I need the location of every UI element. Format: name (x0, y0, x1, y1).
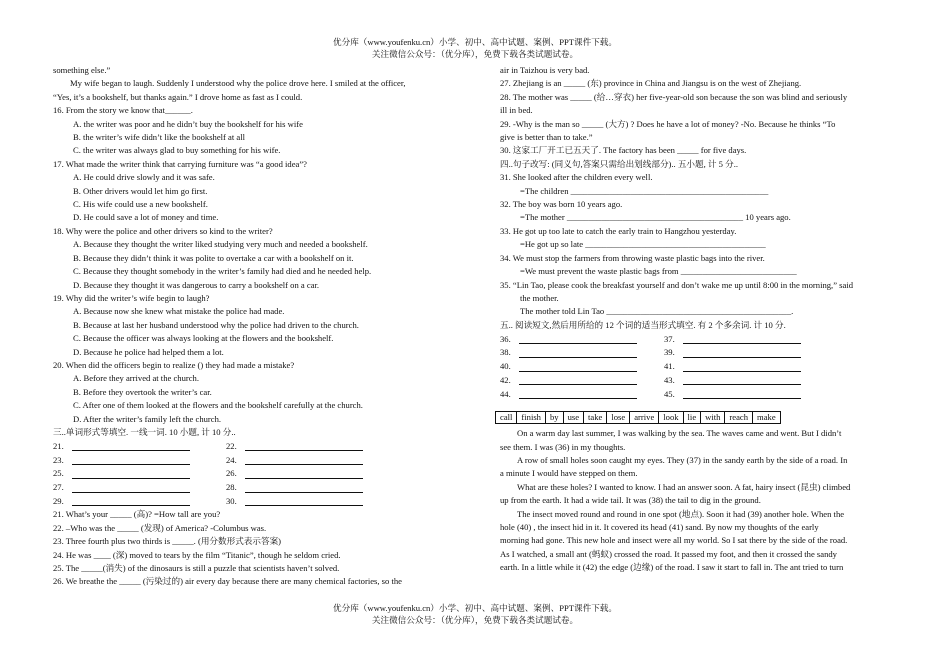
blank-row (53, 495, 453, 509)
blank-line (683, 361, 801, 372)
blank-line (519, 361, 637, 372)
intro-line: something else.” (53, 65, 111, 75)
text-line: 29. -Why is the man so _____ (大方) ? Does he have a lot of money? -No. Because he thinks “To (500, 118, 836, 129)
text-line: air in Taizhou is very bad. (500, 65, 590, 75)
blank-line (519, 333, 637, 344)
text-line: 28. The mother was _____ (给…穿衣) her five-year-old son because the son was blind and seriously (500, 91, 848, 102)
answer-option: A. Before they arrived at the church. (73, 373, 199, 384)
blank-number: 42. (500, 374, 511, 385)
answer-option: B. Before they overtook the writer’s car. (73, 386, 212, 397)
footer-line-2: 关注微信公众号：（优分库），免费下载各类试题试卷。 (371, 615, 579, 625)
answer-option: B. Because at last her husband understood why the police had driven to the church. (73, 319, 359, 330)
question-list (53, 104, 453, 426)
text-line: ill in bed. (500, 105, 533, 116)
passage-line: earth. In a little while it (42) the edge (边缘) of the road. I saw it start to fall in. The ant tried to turn (500, 562, 844, 573)
passage-line: a minute I would have stepped on them. (500, 468, 638, 479)
word-bank-cell: take (584, 412, 607, 424)
blank-number: 26. (226, 468, 237, 479)
word-bank-cell: reach (725, 412, 753, 424)
blank-cell (226, 495, 399, 509)
answer-blanks-21-30 (53, 439, 453, 508)
blank-line (519, 388, 637, 399)
blank-number: 27. (53, 482, 64, 493)
word-bank (495, 411, 781, 424)
blank-line (72, 440, 190, 451)
answer-option: D. After the writer’s family left the church. (73, 413, 222, 424)
passage-line: hole (40) , the insect hid in it. It covered its head (41) sand. By now my thoughts of the early (500, 521, 819, 532)
text-line: 27. Zhejiang is an _____ (东) province in China and Jiangsu is on the west of Zhejiang. (500, 78, 802, 89)
blank-number: 45. (664, 388, 675, 399)
text-line: 五.. 阅读短文,然后用所给的 12 个词的适当形式填空. 有 2 个多余词. 计 10 分. (500, 319, 786, 330)
word-bank-cell: by (545, 412, 563, 424)
blank-number: 37. (664, 333, 675, 344)
word-bank-cell: with (701, 412, 725, 424)
blank-line (683, 388, 801, 399)
answer-option: B. Other drivers would let him go first. (73, 185, 208, 196)
blank-number: 22. (226, 440, 237, 451)
text-line: give is better than to take.” (500, 132, 593, 143)
blank-line (245, 440, 363, 451)
answer-option: C. Because they thought somebody in the writer’s family had died and he needed help. (73, 266, 372, 277)
blank-cell (53, 467, 226, 481)
text-line: =The mother _________________________________________ 10 years ago. (520, 212, 791, 223)
blank-number: 40. (500, 361, 511, 372)
blank-cell (53, 439, 226, 453)
question-stem: 19. Why did the writer’s wife begin to laugh? (53, 292, 210, 303)
header-line-1: 优分库（www.youfenku.cn）小学、初中、高中试题、案例、PPT课件下载。 (333, 37, 617, 47)
text-line: 32. The boy was born 10 years ago. (500, 199, 623, 210)
passage-line: What are these holes? I wanted to know. I had an answer soon. A fat, hairy insect (昆虫) climbed (517, 481, 851, 492)
word-bank-cell: call (496, 412, 517, 424)
blank-line (245, 482, 363, 493)
word-bank-cell: make (753, 412, 781, 424)
blank-number: 39. (664, 347, 675, 358)
text-line: =He got up so late __________________________________________ (520, 239, 766, 250)
blank-cell (500, 387, 664, 401)
blank-cell (53, 481, 226, 495)
blank-cell (500, 360, 664, 374)
answer-blanks-36-45 (500, 332, 898, 401)
blank-row (500, 374, 898, 388)
blank-cell (226, 453, 399, 467)
blank-cell (664, 360, 828, 374)
answer-option: C. His wife could use a new bookshelf. (73, 199, 208, 210)
blank-number: 21. (53, 440, 64, 451)
text-line: 35. “Lin Tao, please cook the breakfast yourself and don’t wake me up until 8:00 in the morning,” said (500, 279, 854, 290)
blank-cell (226, 439, 399, 453)
blank-number: 30. (226, 495, 237, 506)
blank-cell (226, 481, 399, 495)
blank-cell (664, 332, 828, 346)
blank-line (683, 333, 801, 344)
fill-in-sentences (53, 508, 453, 588)
blank-row (53, 453, 453, 467)
answer-option: B. Because they didn’t think it was polite to overtake a car with a bookshelf on it. (73, 252, 354, 263)
passage-line: As I watched, a small ant (蚂蚁) crossed the road. It passed my foot, and then it crossed the sandy (500, 548, 837, 559)
question-stem: 18. Why were the police and other drivers so kind to the writer? (53, 225, 273, 236)
passage-line: see them. I was (36) in my thoughts. (500, 441, 626, 452)
page-header (0, 36, 950, 60)
question-stem: 20. When did the officers begin to realize () they had made a mistake? (53, 359, 295, 370)
text-line: 30. 这家工厂开工已五天了. The factory has been _____ for five days. (500, 145, 747, 156)
text-line: =The children ______________________________________________ (520, 185, 769, 196)
text-line: 33. He got up too late to catch the early train to Hangzhou yesterday. (500, 225, 737, 236)
passage-line: up from the earth. It had a wide tail. It was (38) the tail to dig in the ground. (500, 495, 761, 506)
footer-line-1: 优分库（www.youfenku.cn）小学、初中、高中试题、案例、PPT课件下载。 (333, 603, 617, 613)
blank-line (245, 495, 363, 506)
blank-row (53, 467, 453, 481)
page-footer (0, 602, 950, 626)
blank-row (53, 439, 453, 453)
blank-cell (664, 374, 828, 388)
word-bank-cell: lie (683, 412, 701, 424)
answer-option: C. the writer was always glad to buy something for his wife. (73, 145, 281, 156)
blank-line (245, 454, 363, 465)
answer-option: B. the writer’s wife didn’t like the bookshelf at all (73, 132, 245, 143)
word-bank-cell: lose (607, 412, 630, 424)
blank-cell (226, 467, 399, 481)
blank-row (500, 332, 898, 346)
right-top-lines (500, 64, 898, 332)
blank-line (72, 482, 190, 493)
blank-cell (500, 346, 664, 360)
answer-option: D. He could save a lot of money and time. (73, 212, 219, 223)
left-column (53, 64, 453, 589)
blank-line (72, 468, 190, 479)
text-line: The mother told Lin Tao ___________________________________________. (520, 306, 794, 317)
blank-row (53, 481, 453, 495)
blank-line (519, 374, 637, 385)
answer-option: A. the writer was poor and he didn’t buy the bookshelf for his wife (73, 118, 303, 129)
answer-option: C. After one of them looked at the flowers and the bookshelf carefully at the church. (73, 400, 363, 411)
fill-sentence: 24. He was ____ (深) moved to tears by the film “Titanic”, though he seldom cried. (53, 549, 341, 560)
fill-sentence: 25. The _____(消失) of the dinosaurs is still a puzzle that scientists haven’t solved. (53, 562, 340, 573)
blank-number: 38. (500, 347, 511, 358)
blank-row (500, 387, 898, 401)
word-bank-cell: arrive (630, 412, 659, 424)
text-line: 34. We must stop the farmers from throwing waste plastic bags into the river. (500, 252, 765, 263)
blank-cell (53, 453, 226, 467)
blank-number: 23. (53, 454, 64, 465)
blank-row (500, 360, 898, 374)
blank-line (72, 454, 190, 465)
passage-line: A row of small holes soon caught my eyes. They (37) in the sandy earth by the side of a road. In (517, 454, 848, 465)
text-line: 四..句子改写: (同义句,答案只需给出划线部分).. 五小题, 计 5 分.. (500, 158, 738, 169)
header-line-2: 关注微信公众号：（优分库），免费下载各类试题试卷。 (371, 49, 579, 59)
text-line: 31. She looked after the children every well. (500, 172, 653, 183)
blank-line (519, 347, 637, 358)
fill-sentence: 23. Three fourth plus two thirds is _____. (用分数形式表示答案) (53, 536, 282, 547)
blank-number: 24. (226, 454, 237, 465)
blank-cell (664, 346, 828, 360)
intro-line: My wife began to laugh. Suddenly I understood why the police drove here. I smiled at the officer, (70, 78, 406, 89)
blank-line (245, 468, 363, 479)
section-3-title: 三..单词形式等填空. 一线一词. 10 小题, 计 10 分.. (53, 426, 236, 437)
fill-sentence: 22. –Who was the _____ (发现) of America? -Columbus was. (53, 522, 267, 533)
blank-number: 28. (226, 482, 237, 493)
blank-number: 29. (53, 495, 64, 506)
intro-line: “Yes, it’s a bookshelf, but thanks again.” I drove home as fast as I could. (53, 91, 303, 102)
passage-line: morning had gone. This new hole and insect were all my world. So I sat there by the side of the road. (500, 535, 848, 546)
passage-line: On a warm day last summer, I was walking by the sea. The waves came and went. But I didn’t (517, 428, 842, 439)
reading-passage (500, 427, 898, 574)
text-line: =We must prevent the waste plastic bags from ___________________________ (520, 266, 797, 277)
blank-cell (500, 332, 664, 346)
blank-number: 36. (500, 333, 511, 344)
word-bank-cell: use (563, 412, 583, 424)
right-column (500, 64, 898, 575)
word-bank-cell: look (659, 412, 683, 424)
answer-option: A. Because now she knew what mistake the police had made. (73, 306, 285, 317)
blank-number: 44. (500, 388, 511, 399)
word-bank-cell: finish (517, 412, 546, 424)
answer-option: D. Because he police had helped them a lot. (73, 346, 224, 357)
blank-line (72, 495, 190, 506)
fill-sentence: 26. We breathe the _____ (污染过的) air every day because there are many chemical factories, so the (53, 576, 402, 587)
blank-cell (53, 495, 226, 509)
blank-number: 25. (53, 468, 64, 479)
blank-line (683, 347, 801, 358)
blank-number: 41. (664, 361, 675, 372)
text-line: the mother. (520, 292, 559, 303)
answer-option: D. Because they thought it was dangerous to carry a bookshelf on a car. (73, 279, 320, 290)
fill-sentence: 21. What’s your _____ (高)? =How tall are you? (53, 509, 221, 520)
question-stem: 16. From the story we know that______. (53, 105, 193, 116)
blank-row (500, 346, 898, 360)
blank-line (683, 374, 801, 385)
answer-option: A. He could drive slowly and it was safe. (73, 172, 215, 183)
answer-option: C. Because the officer was always looking at the flowers and the bookshelf. (73, 333, 334, 344)
passage-line: The insect moved round and round in one spot (地点). Soon it had (39) another hole. When the (517, 508, 845, 519)
blank-number: 43. (664, 374, 675, 385)
question-stem: 17. What made the writer think that carrying furniture was “a good idea”? (53, 158, 307, 169)
blank-cell (500, 374, 664, 388)
answer-option: A. Because they thought the writer liked studying very much and needed a bookshelf. (73, 239, 368, 250)
blank-cell (664, 387, 828, 401)
